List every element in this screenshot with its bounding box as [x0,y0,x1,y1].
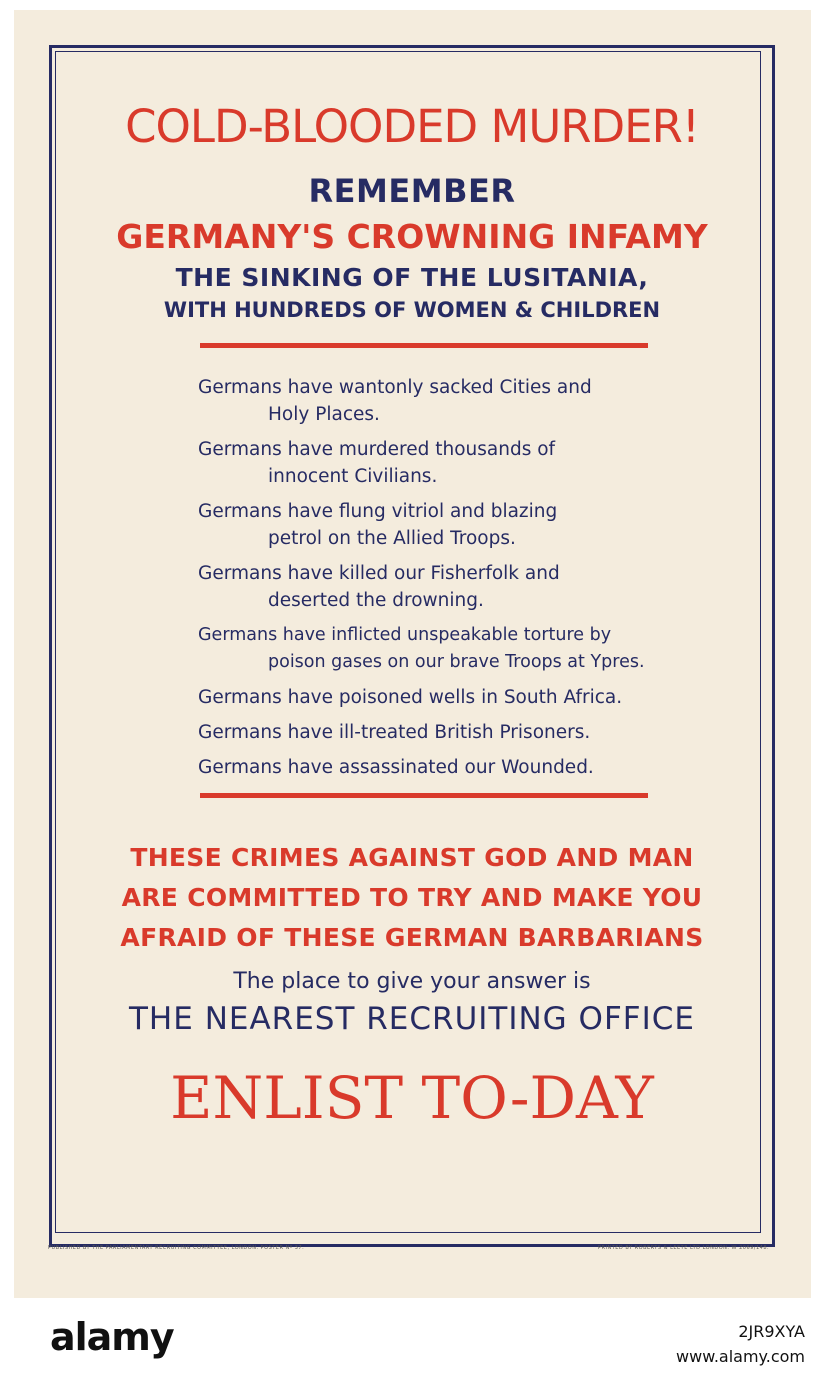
crime-line-continued: Holy Places. [268,404,380,425]
crime-line: Germans have ill-treated British Prisoners. [198,722,591,743]
top-red-rule [200,343,648,348]
remember-heading: REMEMBER [308,172,516,210]
crimes-list [198,374,658,781]
crime-line: Germans have poisoned wells in South Africa. [198,687,623,708]
crime-line-continued: petrol on the Allied Troops. [268,528,516,549]
lusitania-line: THE SINKING OF THE LUSITANIA, [175,263,649,292]
stock-brand-logo: alamy [50,1315,174,1359]
women-children-line: WITH HUNDREDS OF WOMEN & CHILDREN [163,298,661,322]
crime-line: Germans have flung vitriol and blazing [198,501,558,522]
crime-item [198,560,658,614]
enlist-heading: ENLIST TO-DAY [170,1064,654,1132]
crime-line-continued: poison gases on our brave Troops at Ypres. [268,652,645,672]
crime-line: Germans have wantonly sacked Cities and [198,377,592,398]
recruiting-office-line: THE NEAREST RECRUITING OFFICE [129,1001,695,1037]
crime-item [198,622,658,676]
crimes-statement-line: ARE COMMITTED TO TRY AND MAKE YOU [121,883,703,912]
crime-line-continued: innocent Civilians. [268,466,438,487]
printer-credit: PRINTED BY ROBERTS & LEETE LTD LONDON. W 2069/148. [598,1245,770,1251]
crimes-statement-line: THESE CRIMES AGAINST GOD AND MAN [130,843,694,872]
crowning-infamy-heading: GERMANY'S CROWNING INFAMY [116,217,708,256]
crime-line: Germans have inflicted unspeakable torture by [198,625,612,645]
crime-item [198,754,658,781]
crime-line-continued: deserted the drowning. [268,590,484,611]
poster-title: COLD-BLOODED MURDER! [125,100,699,153]
stock-image-id: 2JR9XYA [738,1322,805,1341]
crime-line: Germans have killed our Fisherfolk and [198,563,560,584]
crime-item [198,498,658,552]
crime-item [198,374,658,428]
crime-item [198,436,658,490]
publisher-credit: PUBLISHED BY THE PARLIAMENTARY RECRUITING COMMITTEE, LONDON. POSTER Nº 37. [48,1245,305,1251]
bottom-red-rule [200,793,648,798]
crime-line: Germans have assassinated our Wounded. [198,757,594,778]
crime-item [198,719,658,746]
crimes-statement-line: AFRAID OF THESE GERMAN BARBARIANS [120,923,704,952]
poster-content [58,55,766,1134]
stock-url: www.alamy.com [676,1347,805,1366]
crime-line: Germans have murdered thousands of [198,439,556,460]
crime-item [198,684,658,711]
answer-line: The place to give your answer is [233,969,591,994]
